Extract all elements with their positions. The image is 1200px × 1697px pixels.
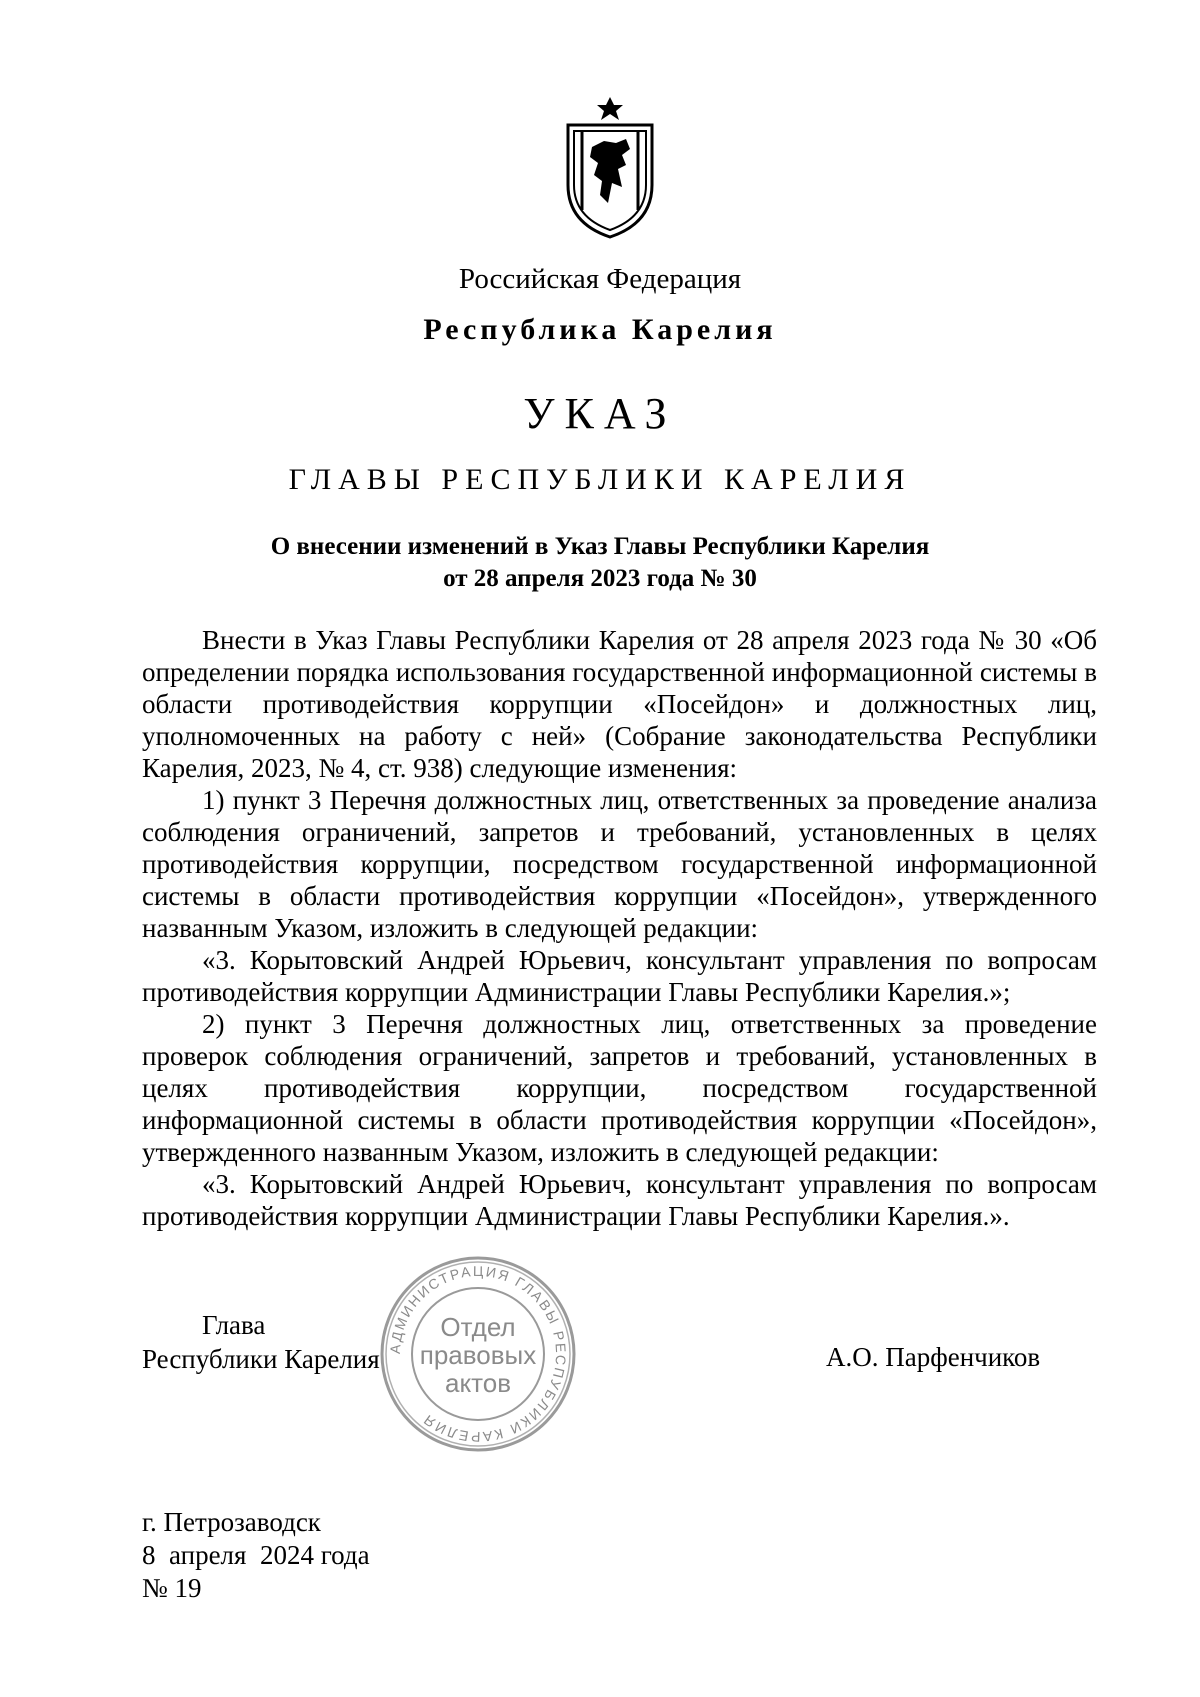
body-paragraph: 2) пункт 3 Перечня должностных лиц, ответственных за проведение проверок соблюдения ограничений, запретов и требований, установленных в целях противодействия коррупции, посредством государственной информационной системы в области противодействия коррупции «Посейдон», утвержденного названным Указом, изложить в следующей редакции: (142, 1009, 1097, 1167)
signatory-title (142, 1308, 380, 1376)
svg-text:Отдел: Отдел (440, 1312, 516, 1342)
body-paragraph: «3. Корытовский Андрей Юрьевич, консультант управления по вопросам противодействия коррупции Администрации Главы Республики Карелия.»; (142, 945, 1097, 1007)
document-type-title: УКАЗ (523, 389, 677, 438)
subject-line-2: от 28 апреля 2023 года № 30 (443, 565, 757, 592)
legal-department-stamp (378, 1254, 578, 1454)
svg-text:правовых: правовых (419, 1340, 537, 1370)
signatory-title-line-2: Республики Карелия (142, 1344, 380, 1374)
decree-subject (0, 531, 1200, 595)
signatory-name: А.О. Парфенчиков (826, 1342, 1041, 1372)
decree-date: 8 апреля 2024 года (142, 1540, 370, 1570)
svg-text:АДМИНИСТРАЦИЯ ГЛАВЫ РЕСПУБЛИКИ: АДМИНИСТРАЦИЯ ГЛАВЫ РЕСПУБЛИКИ КАРЕЛИЯ (386, 1262, 570, 1446)
body-paragraph: «3. Корытовский Андрей Юрьевич, консультант управления по вопросам противодействия коррупции Администрации Главы Республики Карелия.». (142, 1169, 1097, 1231)
karelia-coat-of-arms-icon (560, 95, 660, 240)
subject-line-1: О внесении изменений в Указ Главы Республики Карелия (270, 533, 930, 560)
republic-heading: Республика Карелия (423, 313, 777, 346)
signatory-title-line-1: Глава (202, 1310, 266, 1340)
place-date-number (142, 1506, 370, 1605)
body-paragraph: Внести в Указ Главы Республики Карелия от 28 апреля 2023 года № 30 «Об определении порядка использования государственной информационной системы в области противодействия коррупции «Посейдон» и должностных лиц, уполномоченных на работу с ней» (Собрание законодательства Республики Карелия, 2023, № 4, ст. 938) следующие изменения: (142, 625, 1097, 783)
body-paragraph: 1) пункт 3 Перечня должностных лиц, ответственных за проведение анализа соблюдения ограничений, запретов и требований, установленных в целях противодействия коррупции, посредством государственной информационной системы в области противодействия коррупции «Посейдон», утвержденного названным Указом, изложить в следующей редакции: (142, 785, 1097, 943)
svg-text:актов: актов (444, 1368, 512, 1398)
decree-body (142, 624, 1097, 1232)
federation-heading: Российская Федерация (458, 263, 742, 295)
issuer-heading: ГЛАВЫ РЕСПУБЛИКИ КАРЕЛИЯ (288, 463, 912, 496)
decree-number: № 19 (142, 1573, 202, 1603)
city: г. Петрозаводск (142, 1507, 321, 1537)
